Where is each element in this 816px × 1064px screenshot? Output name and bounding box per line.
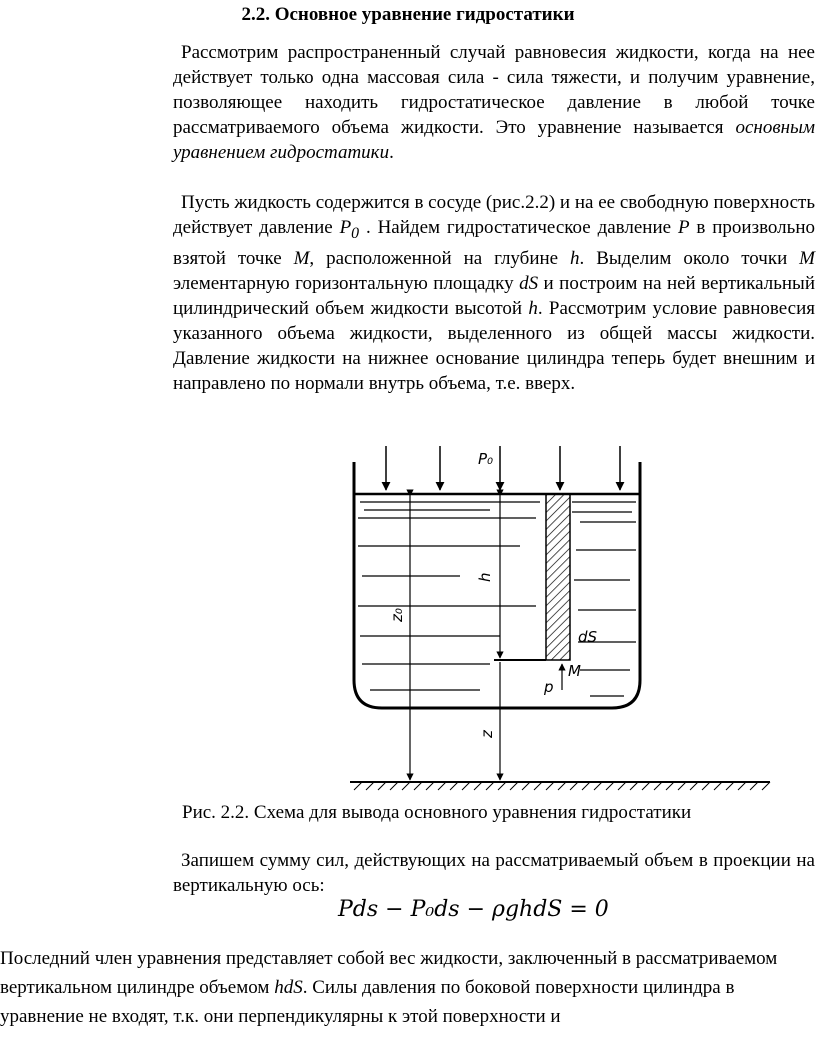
explanation-term: hdS	[274, 977, 303, 998]
var-ds: dS	[519, 272, 539, 294]
label-z0: z₀	[388, 608, 406, 622]
setup-text-8: . Рассмотрим условие равновесия указанного объема жидкости, выделенного из общей массы жидкости. Давление жидкости на нижнее основание цилиндра теперь будет внешним и направлено по нормали внутрь объема, т.е. вверх.	[173, 297, 816, 394]
setup-text-6: элементарную горизонтальную площадку	[173, 272, 520, 294]
explanation-text: Последний член уравнения представляет собой вес жидкости, заключенный в рассматриваемом вертикальном цилиндре объемом	[0, 948, 778, 998]
var-h: h	[570, 247, 580, 269]
intro-text: Рассмотрим распространенный случай равновесия жидкости, когда на нее действует только одна массовая сила - сила тяжести, и получим уравнение, позволяющее находить гидростатическое давление в любой точке рассматриваемого объема жидкости. Это уравнение называется	[173, 42, 815, 138]
hydrostatic-equation: Pds − P₀ds − ρghdS = 0	[338, 897, 609, 922]
label-h: h	[476, 572, 494, 582]
section-title: 2.2. Основное уравнение гидростатики	[241, 4, 575, 25]
pressure-arrows	[386, 446, 620, 490]
label-p: p	[544, 678, 554, 696]
ground-hatching	[354, 782, 770, 790]
sum-text: Запишем сумму сил, действующих на рассматриваемый объем в проекции на вертикальную ось:	[173, 850, 815, 896]
setup-text-3: в произвольно взятой точке	[173, 217, 815, 269]
var-p0-sub: 0	[351, 224, 360, 242]
setup-text-2: . Найдем гидростатическое давление	[359, 217, 678, 238]
setup-text-4: , расположенной на глубине	[309, 247, 571, 269]
label-z: z	[478, 730, 496, 738]
var-h-2: h	[528, 297, 538, 319]
setup-text-5: . Выделим около точки	[579, 247, 800, 269]
setup-text-7: и построим на ней вертикальный цилиндрический объем жидкости высотой	[173, 272, 815, 319]
liquid-cylinder	[546, 494, 570, 660]
liquid-lines	[358, 502, 636, 696]
var-p: P	[677, 217, 690, 238]
var-m-2: M	[799, 247, 815, 269]
label-p0: P₀	[478, 450, 494, 468]
explanation-end: . Силы давления по боковой поверхности цилиндра в уравнение не входят, т.к. они перпендикулярны к этой поверхности и	[0, 977, 735, 1027]
setup-text-1: Пусть жидкость содержится в сосуде (рис.2.2) и на ее свободную поверхность действует давление	[173, 192, 815, 238]
intro-term: основным уравнением гидростатики	[173, 117, 815, 163]
var-m: M	[293, 247, 310, 269]
vessel-walls	[354, 462, 640, 708]
paragraph-setup	[173, 190, 815, 396]
intro-end: .	[389, 142, 394, 163]
paragraph-intro	[173, 40, 815, 165]
paragraph-explanation	[0, 944, 816, 1031]
var-p0: P	[339, 217, 352, 238]
label-ds: dS	[578, 628, 598, 646]
label-m: M	[568, 662, 581, 680]
paragraph-sum	[173, 848, 815, 898]
figure-caption: Рис. 2.2. Схема для вывода основного уравнения гидростатики	[182, 802, 692, 823]
vessel-diagram	[340, 438, 780, 794]
